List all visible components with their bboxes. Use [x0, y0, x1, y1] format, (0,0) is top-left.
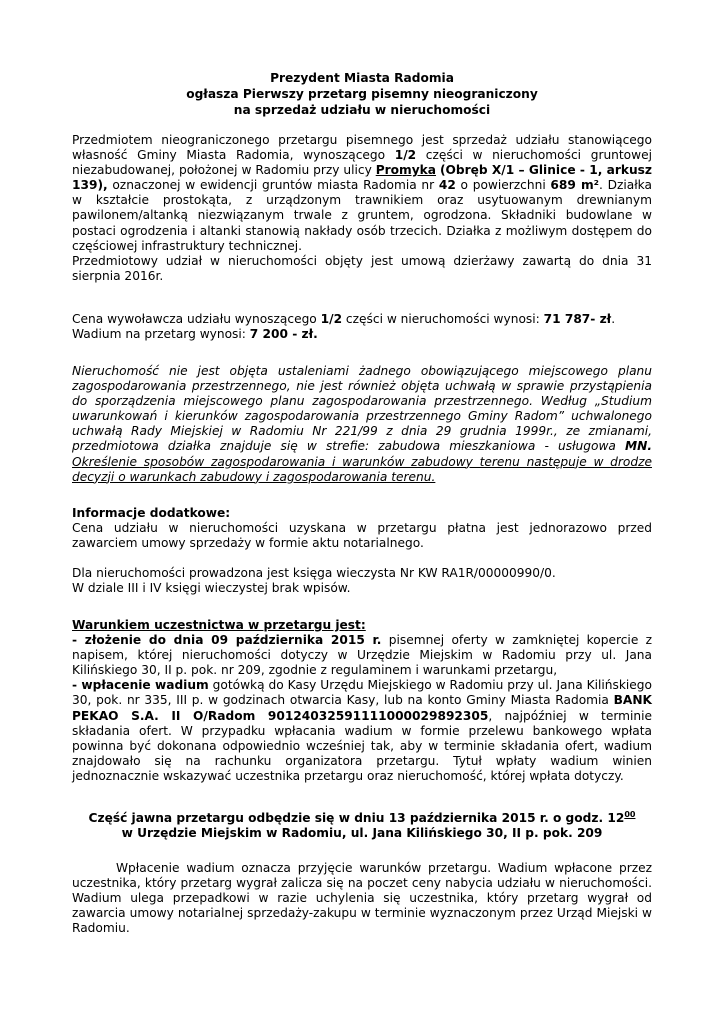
zoning-paragraph: Nieruchomość nie jest objęta ustaleniami żadnego obowiązującego miejscowego planu zagospodarowania przestrzennego, nie jest również objęta uchwałą w sprawie przystąpienia do sporządzenia miejscowego planu zagospodarowania przestrzennego. Według „Studium uwarunkowań i kierunków zagospodarowania przestrzennego Gminy Radom” uchwalonego uchwałą Rady Miejskiej w Radomiu Nr 221/99 z dnia 29 grudnia 1999r., ze zmianami, przedmiotowa działka znajduje się w strefie: zabudowa mieszkaniowa - usługowa MN. Określenie sposobów zagospodarowania i warunków zabudowy terenu następuje w drodze decyzji o warunkach zabudowy i zagospodarowania terenu. — [72, 364, 652, 484]
header-line-1: Prezydent Miasta Radomia — [270, 71, 454, 85]
zoning-plan — [72, 364, 652, 485]
property-paragraph: Przedmiotem nieograniczonego przetargu pisemnego jest sprzedaż udziału stanowiącego własność Gminy Miasta Radomia, wynoszącego 1/2 części w nieruchomości gruntowej niezabudowanej, położonej w Radomiu przy ulicy Promyka (Obręb X/1 – Glinice - 1, arkusz 139), oznaczonej w ewidencji gruntów miasta Radomia nr 42 o powierzchni 689 m². Działka w kształcie prostokąta, z urządzonym trawnikiem oraz usytuowanym drewnianym pawilonem/altanką niezwiązanym trwale z gruntem, ogrodzona. Składniki budowlane w postaci ogrodzenia i altanki stanowią nakłady osób trzecich. Działka z możliwym dostępem do częściowej infrastruktury technicznej. — [72, 133, 652, 253]
bank-account: BANK PEKAO S.A. II O/Radom 90124032591111000029892305 — [72, 693, 652, 723]
plot-number: 42 — [438, 178, 456, 193]
street-name: Promyka — [375, 163, 437, 178]
session-date: Część jawna przetargu odbędzie się w dniu 13 października 2015 r. o godz. $12^{00}$ — [88, 810, 636, 825]
closing-section — [72, 861, 652, 936]
share-fraction: 1/2 — [394, 148, 417, 163]
deposit-value: 7 200 - zł. — [249, 327, 318, 342]
conditions-heading: Warunkiem uczestnictwa w przetargu jest: — [72, 618, 366, 632]
info-payment: Cena udziału w nieruchomości uzyskana w przetargu płatna jest jednorazowo przed zawarciem umowy sprzedaży w formie aktu notarialnego. — [72, 521, 652, 551]
property-description — [72, 133, 652, 284]
zoning-note: Określenie sposobów zagospodarowania i warunków zabudowy terenu następuje w drodze decyzji o warunkach zabudowy i zagospodarowania terenu. — [72, 454, 652, 484]
condition-deposit: - wpłacenie wadium gotówką do Kasy Urzędu Miejskiego w Radomiu przy ul. Jana Kilińskiego 30, pok. nr 335, III p. w godzinach otwarcia Kasy, lub na konto Gminy Miasta Radomia BANK PEKAO S.A. II O/Radom 90124032591111000029892305, najpóźniej w terminie składania ofert. W przypadku wpłacania wadium w formie przelewu bankowego wpłata powinna być dokonana odpowiednio wcześniej tak, aby w terminie składania ofert, wadium znajdowało się na rachunku organizatora przetargu. Tytuł wpłaty wadium winien jednoznacznie wskazywać uczestnika przetargu oraz nieruchomość, której wpłata dotyczy. — [72, 678, 652, 783]
closing-paragraph: Wpłacenie wadium oznacza przyjęcie warunków przetargu. Wadium wpłacone przez uczestnika, który przetarg wygrał zalicza się na poczet ceny nabycia udziału w nieruchomości. Wadium ulega przepadkowi w razie uchylenia się uczestnika, który przetarg wygrał od zawarcia umowy notarialnej sprzedaży-zakupu w terminie wyznaczonym przez Urząd Miejski w Radomiu. — [72, 861, 652, 936]
condition-offer: - złożenie do dnia 09 października 2015 r. pisemnej oferty w zamkniętej kopercie z napisem, której nieruchomości dotyczy w Urzędzie Miejskim w Radomiu przy ul. Jana Kilińskiego 30, II p. pok. nr 209, zgodnie z regulaminem i warunkami przetargu, — [72, 633, 653, 678]
public-session — [72, 811, 652, 841]
plot-area: 689 m² — [550, 178, 599, 193]
header-line-3: na sprzedaż udziału w nieruchomości — [233, 103, 491, 117]
zone-code: MN. — [625, 439, 652, 454]
price-value: 71 787- zł — [543, 312, 612, 326]
announcement-header — [72, 70, 652, 118]
deposit-amount: Wadium na przetarg wynosi: 7 200 - zł. — [72, 327, 318, 342]
parcel-info: (Obręb X/1 – Glinice - 1, arkusz 139), — [72, 163, 652, 193]
starting-price: Cena wywoławcza udziału wynoszącego 1/2 części w nieruchomości wynosi: 71 787- zł. — [72, 312, 616, 326]
lease-paragraph: Przedmiotowy udział w nieruchomości objęty jest umową dzierżawy zawartą do dnia 31 sierpnia 2016r. — [72, 253, 652, 283]
info-land-register: Dla nieruchomości prowadzona jest księga wieczysta Nr KW RA1R/00000990/0. — [72, 566, 556, 581]
additional-info — [72, 506, 652, 596]
info-heading: Informacje dodatkowe: — [72, 506, 231, 520]
info-no-entries: W dziale III i IV księgi wieczystej brak wpisów. — [72, 581, 351, 596]
session-place: w Urzędzie Miejskim w Radomiu, ul. Jana Kilińskiego 30, II p. pok. 209 — [121, 826, 603, 841]
participation-conditions — [72, 618, 652, 784]
price-section — [72, 312, 652, 342]
header-line-2: ogłasza Pierwszy przetarg pisemny nieograniczony — [186, 87, 538, 101]
